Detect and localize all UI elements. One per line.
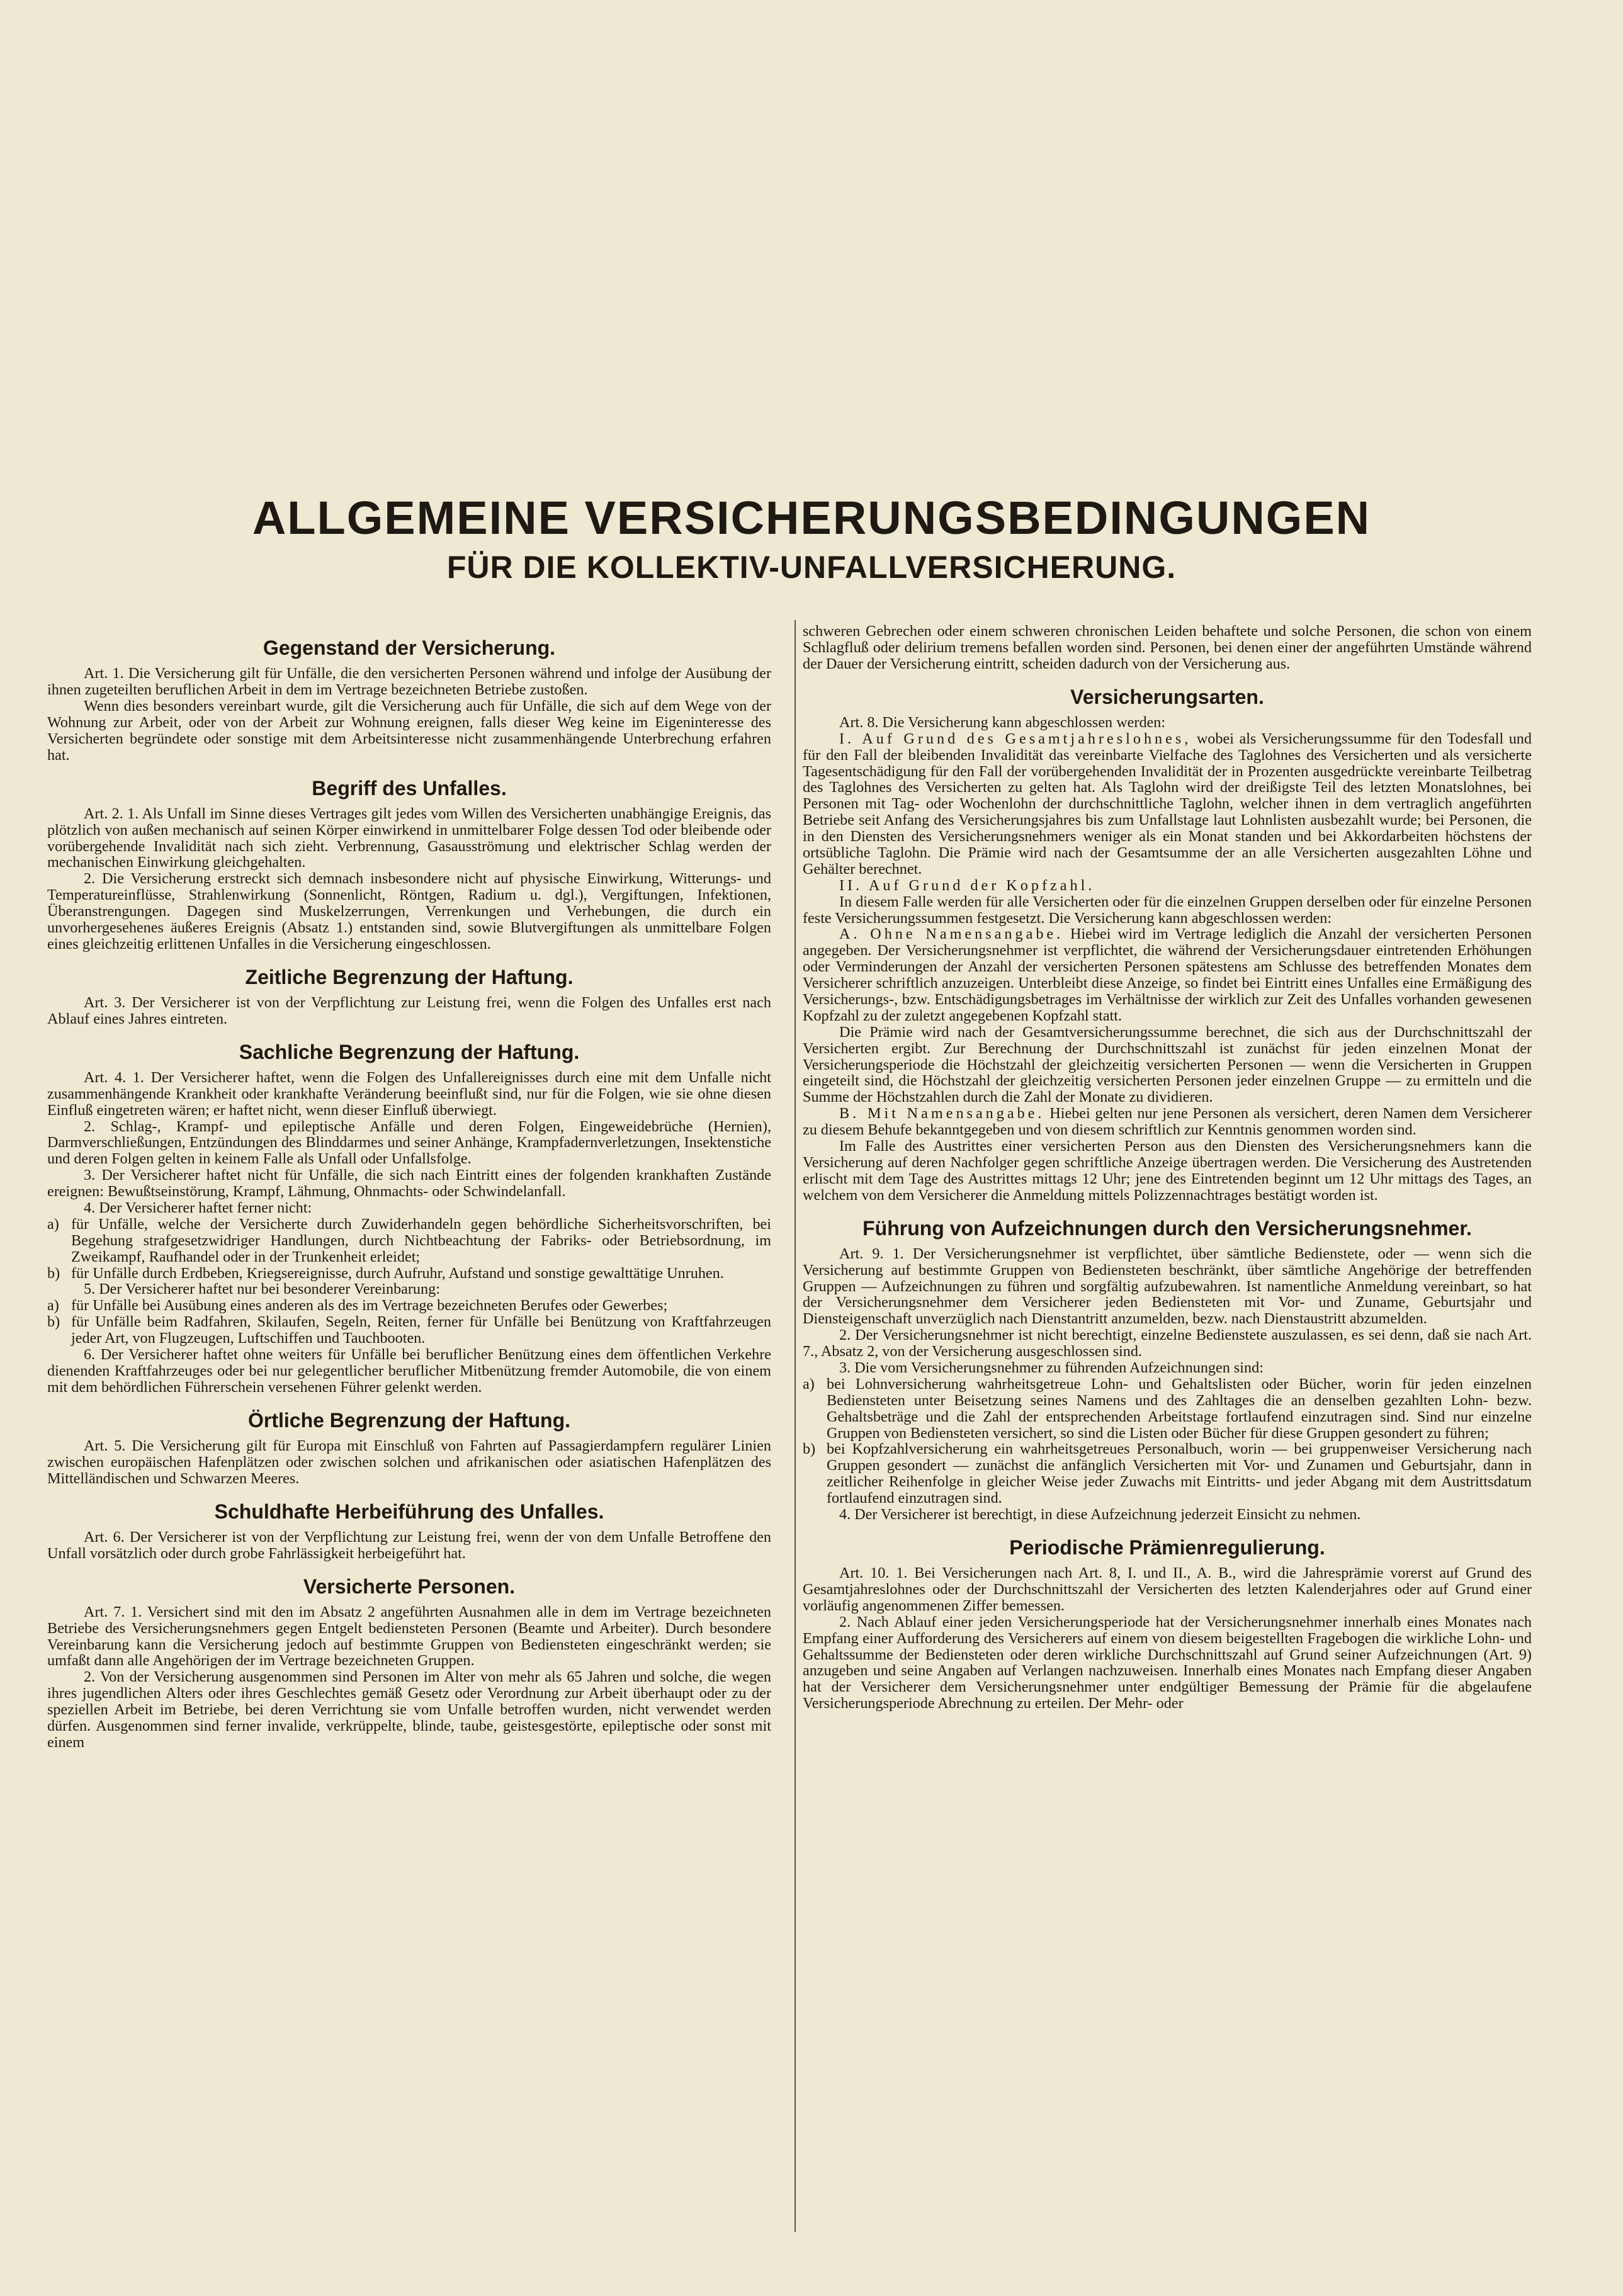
paragraph: Im Falle des Austrittes einer versicherten Person aus den Diensten des Versicherungsnehmers kann die Versicherung auf deren Nachfolger gegen schriftliche Anzeige übertragen werden. Die Versicherung des Austretenden erlischt mit dem Tage des Austrittes mittags 12 Uhr; jene des Eintretenden beginnt um 12 Uhr mittags des Tages, an welchem von dem Versicherer die Anmeldung mittels Polizzennachtrages bestätigt worden ist.	[803, 1138, 1532, 1204]
paragraph: 2. Nach Ablauf einer jeden Versicherungsperiode hat der Versicherungsnehmer innerhalb eines Monates nach Empfang einer Aufforderung des Versicherers auf einem von diesem beigestellten Fragebogen die wirkliche Lohn- und Gehaltssumme der Bediensteten oder deren wirkliche Durchschnittszahl auf Grund seiner Aufzeichnungen (Art. 9) anzugeben und seine Angaben auf Verlangen nachzuweisen. Innerhalb eines Monates nach Empfang dieser Angaben hat der Versicherer dem Versicherungsnehmer unter endgültiger Bemessung der Prämie für die abgelaufene Versicherungsperiode Abrechnung zu erteilen. Der Mehr- oder	[803, 1613, 1532, 1712]
paragraph: Art. 10. 1. Bei Versicherungen nach Art. 8, I. und II., A. B., wird die Jahresprämie vorerst auf Grund des Gesamtjahreslohnes oder der Durchschnittszahl der Versicherten des letzten Kalenderjahres oder auf Grund einer vorläufig angenommenen Ziffer bemessen.	[803, 1564, 1532, 1614]
list-item	[47, 1298, 771, 1314]
paragraph: 2. Von der Versicherung ausgenommen sind Personen im Alter von mehr als 65 Jahren und solche, die wegen ihres jugendlichen Alters oder ihres Geschlechtes gemäß Gesetz oder Verordnung zur Arbeit überhaupt oder zu der speziellen Arbeit im Betriebe, bei deren Verrichtung sie vom Unfalle betroffen wurden, nicht verwendet werden dürfen. Ausgenommen sind ferner invalide, verkrüppelte, blinde, taube, geistesgestörte, epileptische oder sonst mit einem	[47, 1668, 771, 1751]
column-divider	[795, 620, 796, 2232]
paragraph	[803, 731, 1532, 878]
list-text: bei Kopfzahlversicherung ein wahrheitsgetreues Personalbuch, worin — bei gruppenweiser Versicherung nach Gruppen gesondert — zunächst die anfänglich Versicherten mit Vor- und Zunamen und Geburtsjahr, dann in zeitlicher Reihenfolge in gleicher Weise jeder Zuwachs mit Eintritts- und jeder Abgang mit dem Austrittsdatum fortlaufend einzutragen sind.	[827, 1440, 1532, 1507]
paragraph: Art. 7. 1. Versichert sind mit den im Absatz 2 angeführten Ausnahmen alle in dem im Vertrage bezeichneten Betriebe des Versicherungsnehmers gegen Entgelt bediensteten Personen (Beamte und Arbeiter). Durch besondere Vereinbarung kann die Versicherung jedoch auf bestimmte Gruppen von Bediensteten eingeschränkt werden; sie umfaßt dann alle Angehörigen der im Vertrage bezeichneten Gruppen.	[47, 1603, 771, 1670]
paragraph: Art. 9. 1. Der Versicherungsnehmer ist verpflichtet, über sämtliche Bedienstete, oder — wenn sich die Versicherung auf bestimmte Gruppen von Bediensteten beschränkt, über sämtliche Angehörige der betreffenden Gruppen — Aufzeichnungen zu führen und sorgfältig aufzubewahren. Ist namentliche Anmeldung vereinbart, so hat der Versicherungsnehmer dem Versicherer jeden Bediensteten mit Vor- und Zuname, Geburtsjahr und Diensteigenschaft unverzüglich nach Dienstantritt anzumelden, bezw. nach Dienstaustritt abzumelden.	[803, 1245, 1532, 1328]
paragraph: 5. Der Versicherer haftet nur bei besonderer Vereinbarung:	[84, 1281, 440, 1298]
section-heading-sachliche: Sachliche Begrenzung der Haftung.	[239, 1040, 580, 1063]
subsection-label: I. Auf Grund des Gesamtjahreslohnes,	[839, 730, 1192, 747]
paragraph-text: Hiebei wird im Vertrage lediglich die Anzahl der versicherten Personen angegeben. Der Versicherungsnehmer ist verpflichtet, die während der Versicherungsdauer eintretenden Erhöhungen oder Verminderungen der Anzahl der versicherten Personen spätestens am Schlusse des betreffenden Monates dem Versicherer schriftlich anzuzeigen. Unterbleibt diese Anzeige, so findet bei Eintritt eines Unfalles eine Ermäßigung des Versicherungs-, bzw. Entschädigungsbetrages im Verhältnisse der wirklich zur Zeit des Unfalles vorhanden gewesenen Kopfzahl zu der zuletzt angegebenen Kopfzahl statt.	[803, 925, 1532, 1024]
list-label: b)	[47, 1264, 60, 1282]
paragraph: 2. Schlag-, Krampf- und epileptische Anfälle und deren Folgen, Eingeweidebrüche (Hernien), Darmverschließungen, Entzündungen des Blinddarmes und seiner Anhänge, Krampfadernverletzungen, Insektenstiche und deren Folgen gelten in keinem Falle als Unfall oder Unfallsfolge.	[47, 1117, 771, 1168]
list-text: für Unfälle durch Erdbeben, Kriegsereignisse, durch Aufruhr, Aufstand und sonstige gewalttätige Unruhen.	[71, 1264, 724, 1282]
list-item	[803, 1376, 1532, 1442]
section-heading-zeitliche: Zeitliche Begrenzung der Haftung.	[245, 965, 574, 988]
paragraph: 2. Die Versicherung erstreckt sich demnach insbesondere nicht auf physische Einwirkung, Witterungs- und Temperatureinflüsse, Strahlenwirkung (Sonnenlicht, Röntgen, Radium u. dgl.), Vergiftungen, Infektionen, Überanstrengungen. Dagegen sind Muskelzerrungen, Verrenkungen und Verhebungen, die durch ein unvorhergesehenes äußeres Ereignis (Absatz 1.) entstanden sind, sowie Blutvergiftungen als unmittelbare Folgen eines gleichzeitig erlittenen Unfalles in die Versicherung eingeschlossen.	[47, 870, 771, 953]
paragraph-text: Hiebei gelten nur jene Personen als versichert, deren Namen dem Versicherer zu diesem Behufe bekanntgegeben und von diesem schriftlich zur Kenntnis genommen worden sind.	[803, 1105, 1532, 1139]
list-label: a)	[803, 1375, 815, 1393]
paragraph: Art. 6. Der Versicherer ist von der Verpflichtung zur Leistung frei, wenn der von dem Unfalle Betroffene den Unfall vorsätzlich oder durch grobe Fahrlässigkeit herbeigeführt hat.	[47, 1528, 771, 1562]
paragraph: 4. Der Versicherer ist berechtigt, in diese Aufzeichnung jederzeit Einsicht zu nehmen.	[839, 1506, 1361, 1524]
paragraph	[803, 1106, 1532, 1138]
list-text: für Unfälle beim Radfahren, Skilaufen, Segeln, Reiten, ferner für Unfälle bei Benützung von Kraftfahrzeugen jeder Art, von Flugzeugen, Luftschiffen und Tauchbooten.	[71, 1313, 771, 1347]
paragraph: Art. 4. 1. Der Versicherer haftet, wenn die Folgen des Unfallereignisses durch eine mit dem Unfalle nicht zusammenhängende Krankheit oder krankhafte Veränderung beeinflußt sind, nur für die Folgen, wie sie ohne diesen Einfluß eingetreten wären; er haftet nicht, wenn dieser Einfluß überwiegt.	[47, 1068, 771, 1119]
list-item	[47, 1216, 771, 1265]
paragraph: 2. Der Versicherungsnehmer ist nicht berechtigt, einzelne Bedienstete auszulassen, es sei denn, daß sie nach Art. 7., Absatz 2, von der Versicherung ausgeschlossen sind.	[803, 1326, 1532, 1360]
subsection-heading	[803, 878, 1532, 894]
list-item	[47, 1265, 771, 1282]
paragraph: 3. Der Versicherer haftet nicht für Unfälle, die sich nach Eintritt eines der folgenden krankhaften Zustände ereignen: Bewußtseinstörung, Krampf, Lähmung, Ohnmachts- oder Schwindelanfall.	[47, 1167, 771, 1201]
paragraph: Wenn dies besonders vereinbart wurde, gilt die Versicherung auch für Unfälle, die sich auf dem Wege von der Wohnung zur Arbeit, oder von der Arbeit zur Wohnung ereignen, falls dieser Weg keine im Eigeninteresse des Versicherten begründete oder sonstige mit dem Arbeitsinteresse nicht zusammenhängende Unterbrechung erfahren hat.	[47, 697, 771, 764]
paragraph: 6. Der Versicherer haftet ohne weiters für Unfälle bei beruflicher Benützung eines dem öffentlichen Verkehre dienenden Kraftfahrzeuges oder bei nur gelegentlicher beruflicher Mitbenützung fremder Automobile, die von einem mit dem behördlichen Führerschein versehenen Führer gelenkt werden.	[47, 1346, 771, 1396]
section-heading-fuehrung: Führung von Aufzeichnungen durch den Versicherungsnehmer.	[862, 1216, 1472, 1240]
paragraph: Art. 5. Die Versicherung gilt für Europa mit Einschluß von Fahrten auf Passagierdampfern regulärer Linien zwischen europäischen Hafenplätzen oder zwischen solchen und afrikanischen oder asiatischen Hafenplätzen des Mittelländischen und Schwarzen Meeres.	[47, 1437, 771, 1487]
paragraph: Die Prämie wird nach der Gesamtversicherungssumme berechnet, die sich aus der Durchschnittszahl der Versicherten ergibt. Zur Berechnung der Durchschnittszahl ist zunächst für jeden einzelnen Monat der Versicherungsperiode die Höchstzahl der gleichzeitig versicherten Personen — wenn die Versicherten in Gruppen eingeteilt sind, die Höchstzahl der gleichzeitig versicherten Personen jeder einzelnen Gruppe — zu ermitteln und die Summe der Höchstzahlen durch die Zahl der Monate zu dividieren.	[803, 1023, 1532, 1106]
left-column	[47, 623, 771, 2235]
section-heading-gegenstand: Gegenstand der Versicherung.	[263, 636, 556, 659]
subsection-label: II. Auf Grund der Kopfzahl.	[839, 876, 1095, 894]
list-label: a)	[47, 1215, 59, 1233]
right-column	[803, 623, 1532, 2235]
list-label: b)	[47, 1313, 60, 1331]
paragraph: schweren Gebrechen oder einem schweren chronischen Leiden behaftete und solche Personen, die schon von einem Schlagfluß oder delirium tremens befallen worden sind. Personen, bei denen einer der angeführten Umstände während der Dauer der Versicherung eintritt, scheiden dadurch von der Versicherung aus.	[803, 623, 1532, 672]
paragraph: Art. 8. Die Versicherung kann abgeschlossen werden:	[839, 713, 1166, 731]
paragraph: 4. Der Versicherer haftet ferner nicht:	[84, 1199, 312, 1217]
list-text: für Unfälle, welche der Versicherte durch Zuwiderhandeln gegen behördliche Sicherheitsvorschriften, bei Begehung strafgesetzwidriger Handlungen, durch Nichtbeachtung der Fabriks- oder Betriebsordnung, im Zweikampf, Raufhandel oder in der Trunkenheit erleidet;	[71, 1215, 771, 1265]
section-heading-personen: Versicherte Personen.	[303, 1575, 516, 1598]
subsection-label: B. Mit Namensangabe.	[839, 1105, 1045, 1123]
section-heading-begriff: Begriff des Unfalles.	[312, 776, 507, 800]
paragraph: Art. 3. Der Versicherer ist von der Verpflichtung zur Leistung frei, wenn die Folgen des Unfalles erst nach Ablauf eines Jahres eintreten.	[47, 993, 771, 1027]
paragraph: In diesem Falle werden für alle Versicherten oder für die einzelnen Gruppen derselben oder für einzelne Personen feste Versicherungssummen festgesetzt. Die Versicherung kann abgeschlossen werden:	[803, 893, 1532, 927]
paragraph-text: wobei als Versicherungssumme für den Todesfall und für den Fall der bleibenden Invalidität das vereinbarte Vielfache des Taglohnes des Versicherten und als versicherte Tagesentschädigung für den Fall der vorübergehenden Invalidität der in Prozenten ausgedrückte vereinbarte Teilbetrag des Taglohnes des Versicherten zu gelten hat. Als Taglohn wird der dreißigste Teil des letzten Monatslohnes, bei Personen mit Tag- oder Wochenlohn der durchschnittliche Taglohn, welcher ihnen in dem vertraglich angeführten Betriebe seit Anfang des Versicherungsjahres bis zum Unfallstage laut Lohnlisten ausbezahlt wurde; bei Personen, die in den Diensten des Versicherungsnehmers weniger als ein Monat standen und bei Akkordarbeiten höchstens der ortsübliche Taglohn. Die Prämie wird nach der Gesamtsumme der an alle Versicherten ausgezahlten Löhne und Gehälter berechnet.	[803, 730, 1532, 878]
section-heading-arten: Versicherungsarten.	[1070, 685, 1264, 708]
list-item	[47, 1314, 771, 1347]
list-text: bei Lohnversicherung wahrheitsgetreue Lohn- und Gehaltslisten oder Bücher, worin für jeden einzelnen Bediensteten unter Beisetzung seines Namens und des Zahltages die an denselben gezahlten Lohn- bezw. Gehaltsbeträge und die Zahl der entsprechenden Arbeitstage fortlaufend einzutragen sind. Sind nur einzelne Gruppen von Bediensteten versichert, so sind die Listen oder Bücher für diese Gruppen gesondert zu führen;	[827, 1375, 1532, 1442]
paragraph: 3. Die vom Versicherungsnehmer zu führenden Aufzeichnungen sind:	[839, 1359, 1264, 1376]
section-heading-oertliche: Örtliche Begrenzung der Haftung.	[247, 1408, 571, 1432]
document-title: ALLGEMEINE VERSICHERUNGSBEDINGUNGEN	[252, 492, 1371, 544]
list-item	[803, 1441, 1532, 1507]
paragraph: Art. 2. 1. Als Unfall im Sinne dieses Vertrages gilt jedes vom Willen des Versicherten unabhängige Ereignis, das plötzlich von außen mechanisch auf seinen Körper einwirkend in unmittelbarer Folge dessen Tod oder bleibende oder vorübergehende Invalidität nach sich zieht. Verbrennung, Gasausströmung und elektrischer Schlag werden der mechanischen Einwirkung gleichgehalten.	[47, 805, 771, 871]
subsection-label: A. Ohne Namensangabe.	[839, 925, 1064, 943]
paragraph: Art. 1. Die Versicherung gilt für Unfälle, die den versicherten Personen während und infolge der Ausübung der ihnen zugeteilten beruflichen Arbeit in dem im Vertrage bezeichneten Betriebe zustoßen.	[47, 665, 771, 699]
section-heading-schuld: Schuldhafte Herbeiführung des Unfalles.	[214, 1500, 604, 1523]
paragraph	[803, 926, 1532, 1024]
list-text: für Unfälle bei Ausübung eines anderen als des im Vertrage bezeichneten Berufes oder Gewerbes;	[71, 1297, 668, 1315]
document-subtitle: FÜR DIE KOLLEKTIV-UNFALLVERSICHERUNG.	[446, 550, 1177, 585]
section-heading-praemien: Periodische Prämienregulierung.	[1009, 1535, 1325, 1559]
list-label: a)	[47, 1297, 59, 1315]
list-label: b)	[803, 1440, 816, 1458]
